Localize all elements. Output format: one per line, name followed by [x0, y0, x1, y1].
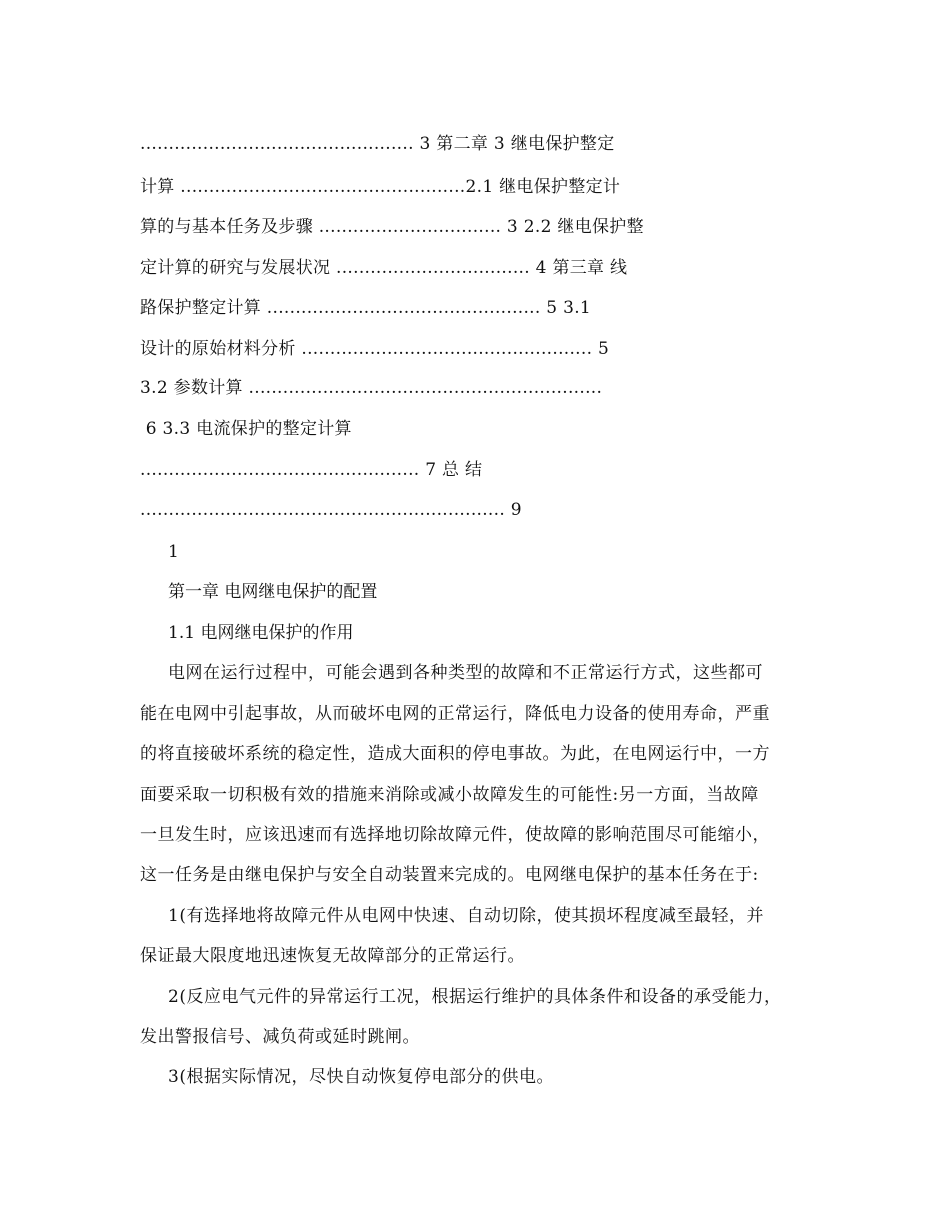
list-item-line: 发出警报信号、减负荷或延时跳闸。 — [140, 1027, 420, 1047]
list-item-line: 1(有选择地将故障元件从电网中快速、自动切除，使其损坏程度减至最轻，并 — [168, 906, 764, 926]
paragraph-line: 一旦发生时，应该迅速而有选择地切除故障元件，使故障的影响范围尽可能缩小， — [140, 825, 770, 845]
toc-line: 计算 ..................................................2.1 继电保护整定计 — [140, 177, 621, 197]
chapter-title: 第一章 电网继电保护的配置 — [168, 582, 378, 602]
section-title: 1.1 电网继电保护的作用 — [168, 623, 354, 643]
toc-line: 设计的原始材料分析 ................................................... 5 — [140, 339, 610, 359]
paragraph-line: 这一任务是由继电保护与安全自动装置来完成的。电网继电保护的基本任务在于: — [140, 865, 759, 885]
toc-line: 6 3.3 电流保护的整定计算 — [140, 419, 352, 439]
toc-line: ................................................ 3 第二章 3 继电保护整定 — [140, 134, 615, 154]
toc-line: ................................................. 7 总 结 — [140, 460, 483, 480]
toc-line: 3.2 参数计算 .............................................................. — [140, 378, 603, 398]
list-item-line: 2(反应电气元件的异常运行工况，根据运行维护的具体条件和设备的承受能力， — [168, 987, 782, 1007]
paragraph-line: 的将直接破坏系统的稳定性，造成大面积的停电事故。为此，在电网运行中，一方 — [140, 744, 770, 764]
page-number: 1 — [168, 542, 179, 562]
paragraph-line: 电网在运行过程中，可能会遇到各种类型的故障和不正常运行方式，这些都可 — [168, 663, 763, 683]
toc-line: 算的与基本任务及步骤 ................................ 3 2.2 继电保护整 — [140, 217, 644, 237]
list-item-line: 保证最大限度地迅速恢复无故障部分的正常运行。 — [140, 946, 525, 966]
toc-line: 路保护整定计算 ................................................ 5 3.1 — [140, 298, 592, 318]
toc-line: 定计算的研究与发展状况 .................................. 4 第三章 线 — [140, 258, 628, 278]
toc-line: ................................................................ 9 — [140, 500, 522, 520]
paragraph-line: 面要采取一切积极有效的措施来消除或减小故障发生的可能性:另一方面，当故障 — [140, 785, 759, 805]
paragraph-line: 能在电网中引起事故，从而破坏电网的正常运行，降低电力设备的使用寿命，严重 — [140, 704, 770, 724]
list-item-line: 3(根据实际情况，尽快自动恢复停电部分的供电。 — [168, 1067, 554, 1087]
